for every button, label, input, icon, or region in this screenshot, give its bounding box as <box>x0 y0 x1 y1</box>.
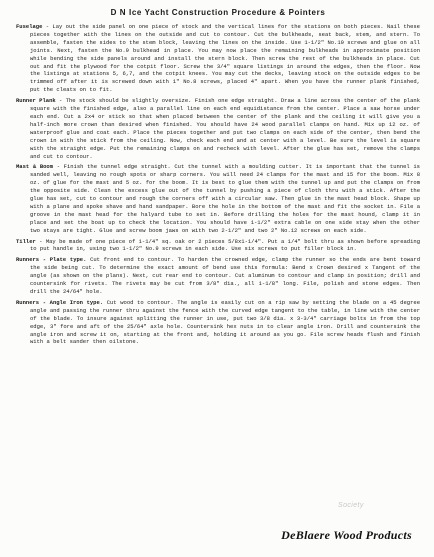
section-text: - Finish the tunnel edge straight. Cut the tunnel with a moulding cutter. It is important that the tunnel is sanded well, leaving no rough spots or sharp corners. You will need 24 clamps for the mast and 15 for the boom. Mix 8 oz. of glue for the mast and 5 oz. for the boom. It is best to glue them with the tunnel up and put the clamps on from the opposite side. Clean the excess glue out of the tunnel by pushing a piece of cloth thru with a stick. After the glue has set, cut to contour and rough the corners off with a circular saw. Then glue in the mast head block. Shape up with a plane and spoke shave and hand sandpaper. Bore the hole in the bottom of the mast and fit the socket in. File a groove in the mast head for the halyard tube to set in. Before drilling the holes for the mast hound, clamp it in place and set the boat up to check the location. You should have 1-1/2" extra cable on one side stay when the other two stays are tight. Glue and screw boom jaws on with two 2-1/2" and two 2" No.12 screws on each side. <box>30 163 420 234</box>
section-runners-angle-iron <box>16 299 420 346</box>
section-heading: Fuselage <box>16 23 46 30</box>
section-heading: Runner Plank <box>16 97 60 105</box>
company-signature: DeBlaere Wood Products <box>281 528 412 542</box>
section-heading: Tiller <box>16 237 40 245</box>
watermark-text: Society <box>338 502 364 509</box>
section-text: - May be made of one piece of 1-1/4" sq. oak or 2 pieces 5/8x1-1/4". Put a 1/4" bolt thru as shown before spreading to put handle in, using two 1-1/2" No.9 screws in each side. Use six screws to put filler block in. <box>30 237 421 253</box>
section-heading: Mast & Boom <box>16 163 57 171</box>
section-heading: Runners - Plate type. <box>16 256 91 264</box>
section-text: - Lay out the side panel on one piece of stock and the vertical lines for the stations on both pieces. Nail these pieces together with the lines on the outside and cut to contour. Cut the bulkheads, seat back, stem, and stern. To assemble, fasten the sides to the stem block, leaving the lines on the inside. Use 1-1/2" No.10 screws and glue on all joints. Next, fasten the No.9 bulkhead in place. You may now place the remaining bulkheads in approximate position while bending the side panels around and install the stern block. Then screw the rest of the bulkheads in place. Cut out and fit the plywood for the cotpit floor. Screw the 3/4" square listings in around the edges, then the floor. Now the listings at stations 5, 6,7, and the cotpit knees. You may cut the decks, leaving stock on the outside edges to be trimmed off after it is screwed down with 1" No.8 screws, placed 4" apart. When you have the runner plank finished, put the cleats on to fit. <box>30 23 420 94</box>
section-runner-plank <box>16 97 420 160</box>
section-text: - The stock should be slightly oversize. Finish one edge straight. Draw a line across the center of the plank square with the finished edge, also a parallel line on each end equidistance from the center. Place a saw horse under each end. Cut a 2x4 or stick so that when placed between the center of the plank and the ceiling it will give you a half-inch more crown than desired when finished. You should have 24 wood parallel clamps on hand. Mix up 12 oz. of waterproof glue and coat each. Place the pieces together and put two clamps on each side of the center, then bend the crown in with the stick from the ceiling. Now, check each end and at center with a level. Be sure the level is square with the straight edge. Put the remaining clamps on and recheck with level. After the glue has set, remove the clamps and cut to contour. <box>30 97 420 160</box>
section-text: Cut wood to contour. The angle is easily cut on a rip saw by setting the blade on a 45 degree angle and passing the runner thru against the fence with the curved edge tangent to the table, in line with the center of the blade. To insure against splitting the runner in use, put two 3/8 dia. x 3-3/4" carriage bolts in from the top edge, 3" fore and aft of the 25/64" axle hole. Countersink hex nuts in to clear angle iron. Drill and countersink the angle iron and screw it on, starting at the front and, holding it around as you go. File screw heads flush and finish with a belt sander then oilstone. <box>30 298 420 346</box>
section-fuselage <box>16 23 420 94</box>
document-title: D N Ice Yacht Construction Procedure & Pointers <box>110 8 326 17</box>
section-heading: Runners - Angle Iron type. <box>16 298 107 306</box>
section-runners-plate <box>16 256 420 296</box>
section-text: Cut front end to contour. To harden the crowned edge, clamp the runner so the ends are bent toward the side being cut. To determine the exact amount of bend use this formula: Bend x Crown desired x Tangent of the angle (as shown on the plans). Next, cut rear end to contour. Cut aluminum to contour and clamp in position; drill and countersink for rivets. The rivets may be cut from 3/8" dia., all 1-1/8" long. File, polish and stone edges. Then drill the 24/64" hole. <box>30 256 420 295</box>
section-mast-boom <box>16 163 420 234</box>
section-tiller <box>16 238 420 254</box>
